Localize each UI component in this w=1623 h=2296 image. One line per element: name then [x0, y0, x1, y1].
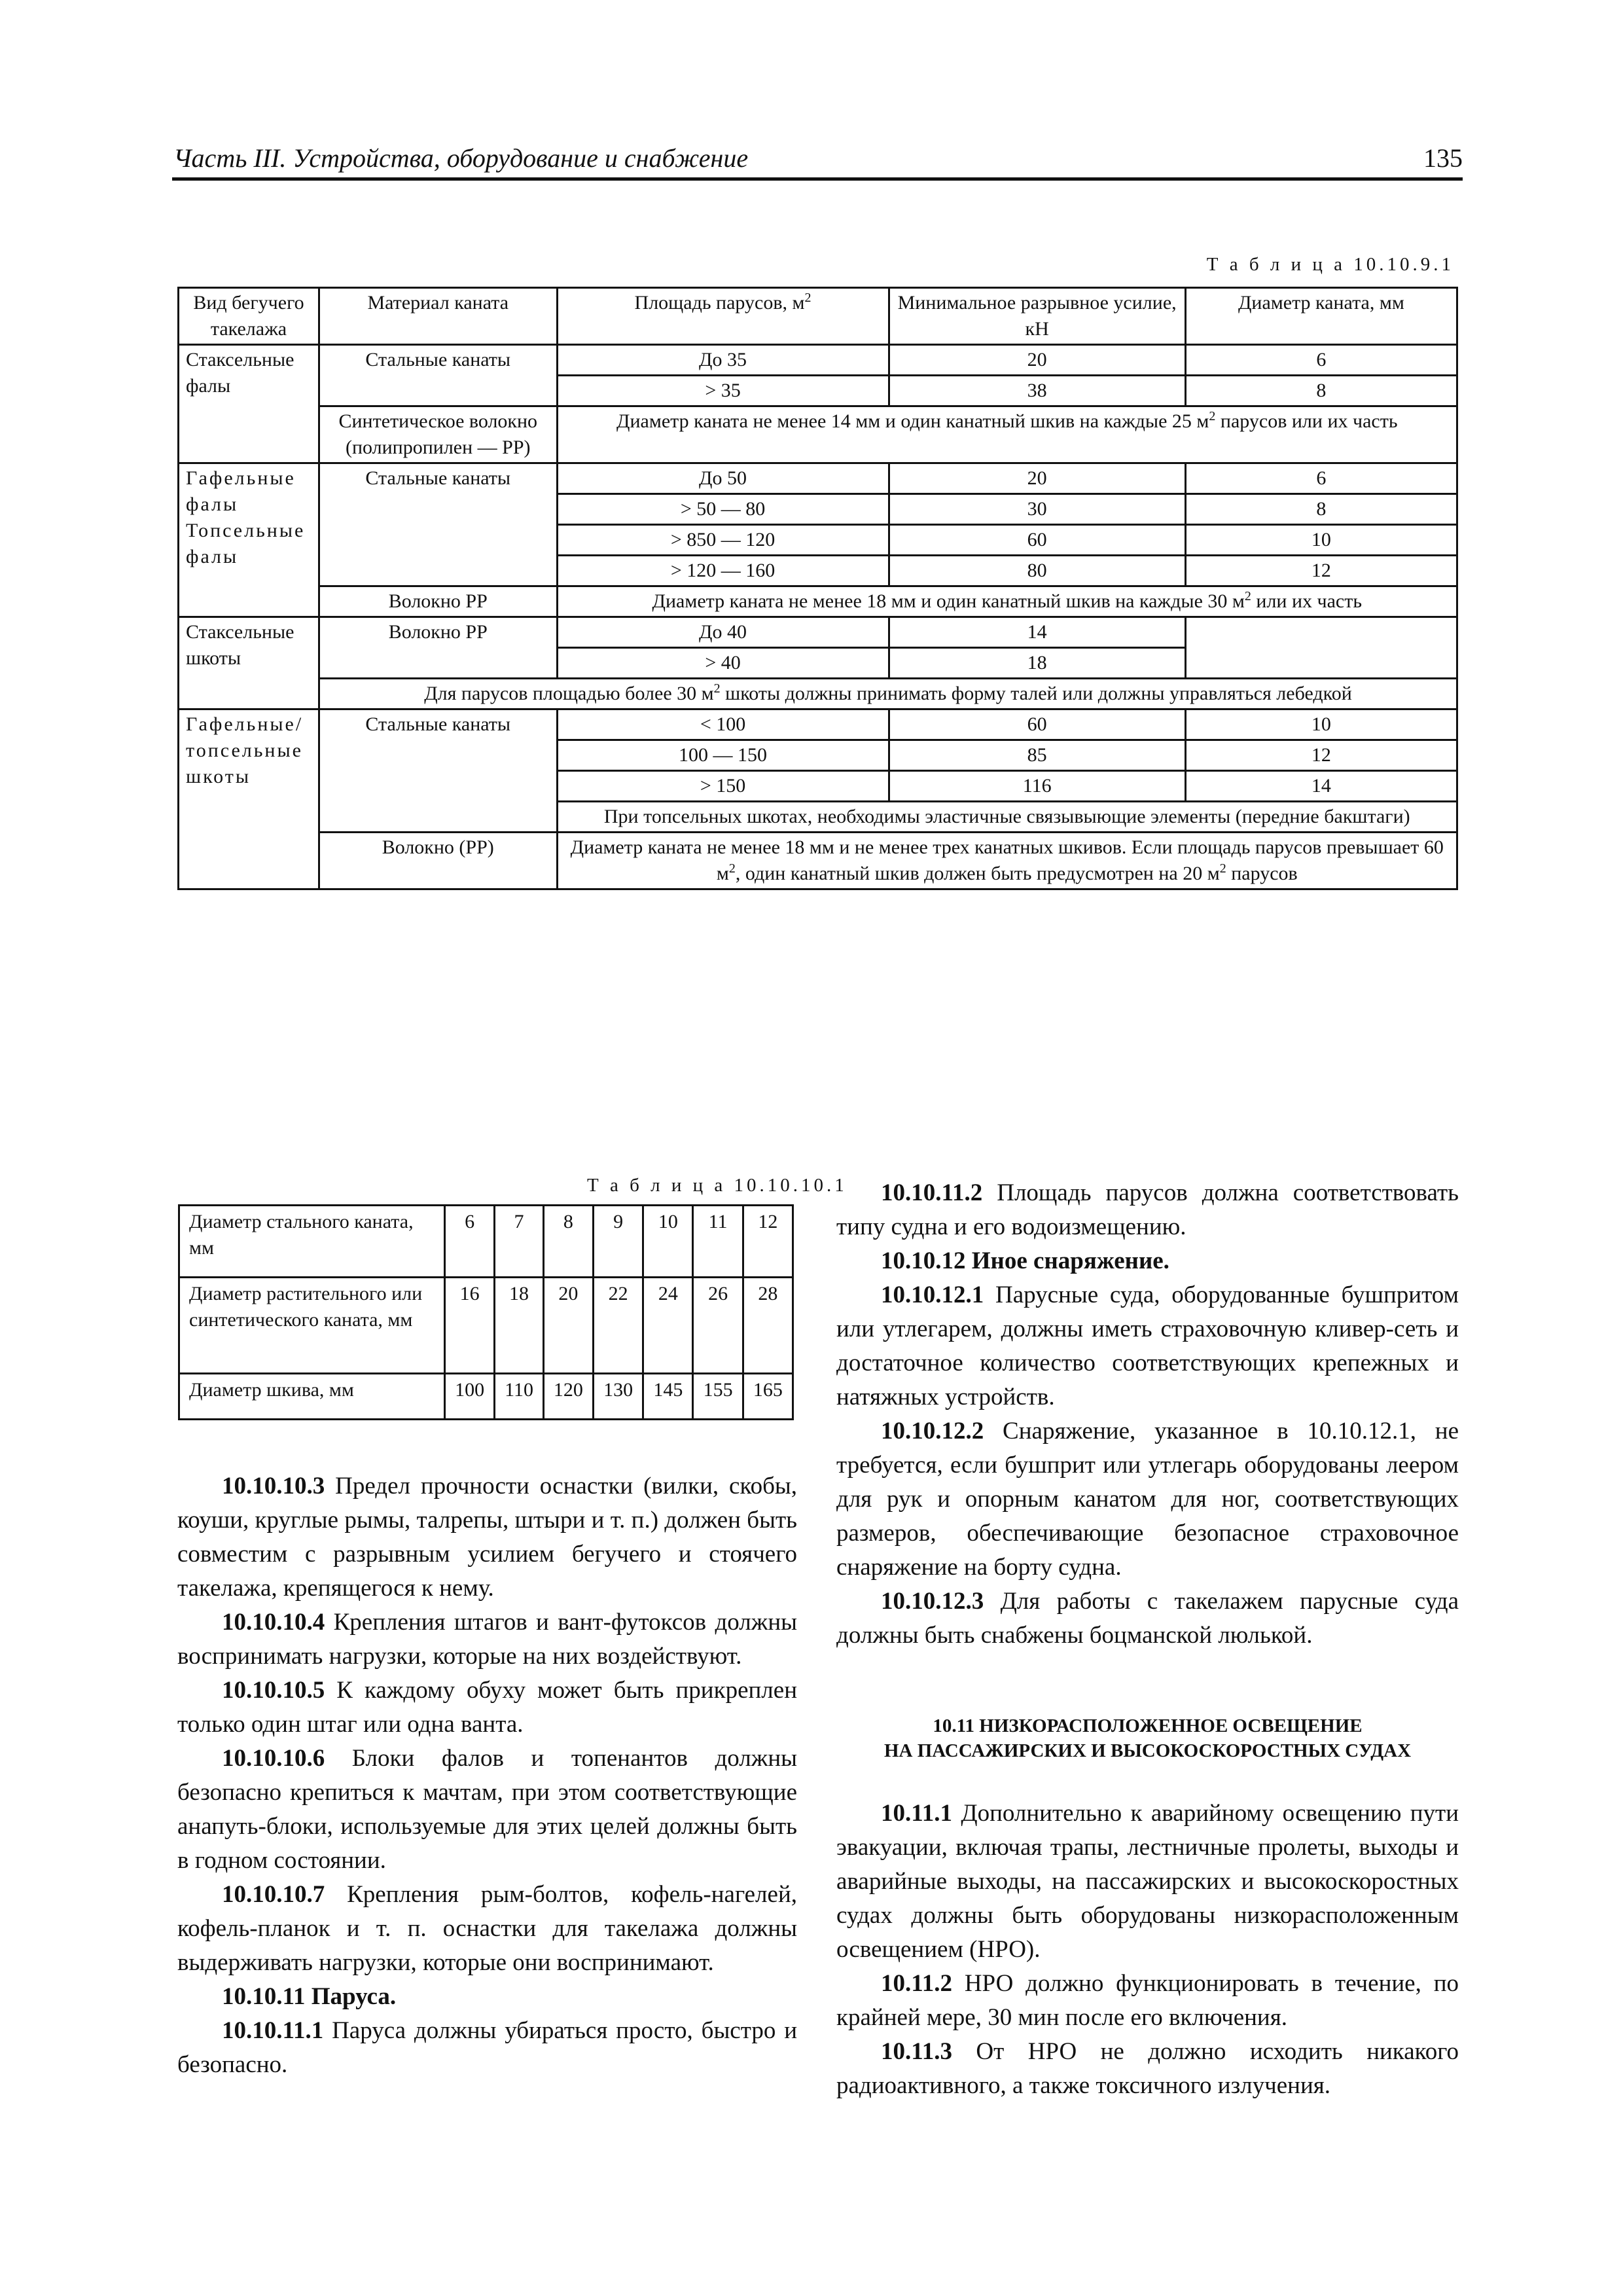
- material-synthetic: Синтетическое волокно (полипропилен — РР): [319, 406, 557, 463]
- cell-area: > 50 — 80: [557, 494, 889, 525]
- table-row: [179, 586, 1457, 617]
- cell-area: До 40: [557, 617, 889, 648]
- cell-force: 20: [889, 345, 1185, 376]
- cell-value: 10: [643, 1206, 693, 1278]
- table-row: [179, 345, 1457, 376]
- cell-value: 18: [495, 1278, 544, 1374]
- paragraph: 10.11.2 НРО должно функционировать в течение, по крайней мере, 30 мин после его включения.: [836, 1970, 1459, 2031]
- cell-value: 110: [495, 1374, 544, 1420]
- note-steel-elastic: При топсельных шкотах, необходимы эластичные связывыющие элементы (передние бакштаги): [557, 802, 1457, 833]
- header-min-breaking-force: Минимальное разрывное усилие, кН: [889, 288, 1185, 345]
- header-rope-material: Материал каната: [319, 288, 557, 345]
- note-pp-sheaves: Диаметр каната не менее 18 мм и не менее трех канатных шкивов. Если площадь парусов превышает 60 $м^2$, один канатный шкив должен быть предусмотрен на 20 $м^2$ парусов: [557, 833, 1457, 889]
- cell-diameter: 6: [1185, 463, 1457, 494]
- table-row: [179, 617, 1457, 648]
- table-row: [179, 1374, 793, 1420]
- material-pp: Волокно РР: [319, 617, 557, 679]
- note-staysail-sheets: Для парусов площадью более 30 $м^2$ шкоты должны принимать форму талей или должны управляться лебедкой: [319, 679, 1457, 709]
- cell-value: 9: [594, 1206, 643, 1278]
- cell-value: 165: [743, 1374, 793, 1420]
- subsection-heading: 10.10.12 Иное снаряжение.: [881, 1247, 1169, 1274]
- paragraph: 10.10.12.1 Парусные суда, оборудованные бушпритом или утлегарем, должны иметь страховочную кливер-сеть и достаточное количество соответствующих крепежных и натяжных устройств.: [836, 1282, 1459, 1410]
- cell-value: 20: [543, 1278, 593, 1374]
- row-label: Диаметр шкива, мм: [179, 1374, 445, 1420]
- table-row: [179, 406, 1457, 463]
- note-pp: Диаметр каната не менее 18 мм и один канатный шкив на каждые 30 $м^2$ или их часть: [557, 586, 1457, 617]
- paragraph: 10.10.11.1 Паруса должны убираться просто, быстро и безопасно.: [177, 2017, 797, 2078]
- table-row: [179, 679, 1457, 709]
- cell-diameter: 12: [1185, 556, 1457, 586]
- cell-force: 60: [889, 525, 1185, 556]
- header-rope-diameter: Диаметр каната, мм: [1185, 288, 1457, 345]
- cell-diameter: 14: [1185, 771, 1457, 802]
- row-label: Диаметр растительного или синтетического каната, мм: [179, 1278, 445, 1374]
- cell-value: 24: [643, 1278, 693, 1374]
- cell-force: 14: [889, 617, 1185, 648]
- cell-area: 100 — 150: [557, 740, 889, 771]
- header-rigging-type: Вид бегучего такелажа: [179, 288, 319, 345]
- table-row: [179, 463, 1457, 494]
- note-synthetic: Диаметр каната не менее 14 мм и один канатный шкив на каждые 25 $м^2$ парусов или их часть: [557, 406, 1457, 463]
- cell-force: 20: [889, 463, 1185, 494]
- row-label: Диаметр стального каната, мм: [179, 1206, 445, 1278]
- cell-value: 12: [743, 1206, 793, 1278]
- cell-area: < 100: [557, 709, 889, 740]
- cell-value: 7: [495, 1206, 544, 1278]
- table-10-10-9-1: [177, 287, 1458, 890]
- page-number: 135: [1423, 143, 1463, 173]
- paragraph: 10.10.12.2 Снаряжение, указанное в 10.10.12.1, не требуется, если бушприт или утлегарь оборудованы леером для рук и опорным канатом для ног, соответствующих размеров, обеспечивающие безопасное страховочное снаряжение на борту судна.: [836, 1418, 1459, 1581]
- cell-empty: [1185, 617, 1457, 679]
- group-label-staysail-halyards: Стаксельные фалы: [179, 345, 319, 463]
- material-pp: Волокно РР: [319, 586, 557, 617]
- paragraph: 10.10.10.6 Блоки фалов и топенантов должны безопасно крепиться к мачтам, при этом соответствующие анапуть-блоки, используемые для этих целей должны быть в годном состоянии.: [177, 1745, 797, 1874]
- cell-value: 26: [693, 1278, 743, 1374]
- cell-force: 30: [889, 494, 1185, 525]
- table-row: [179, 1278, 793, 1374]
- cell-diameter: 6: [1185, 345, 1457, 376]
- cell-area: > 150: [557, 771, 889, 802]
- cell-area: > 850 — 120: [557, 525, 889, 556]
- header-rule: [172, 177, 1463, 181]
- cell-diameter: 12: [1185, 740, 1457, 771]
- table-row: [179, 709, 1457, 740]
- right-column-bottom: [836, 1797, 1459, 2103]
- cell-value: 145: [643, 1374, 693, 1420]
- cell-force: 18: [889, 648, 1185, 679]
- material-steel: Стальные канаты: [319, 345, 557, 406]
- cell-force: 116: [889, 771, 1185, 802]
- right-column-top: [836, 1176, 1459, 1653]
- cell-value: 22: [594, 1278, 643, 1374]
- table2-caption: Т а б л и ц а 10.10.10.1: [587, 1175, 847, 1196]
- group-label-staysail-sheets: Стаксельные шкоты: [179, 617, 319, 709]
- cell-diameter: 8: [1185, 376, 1457, 406]
- section-heading-line: НА ПАССАЖИРСКИХ И ВЫСОКОСКОРОСТНЫХ СУДАХ: [883, 1740, 1412, 1761]
- header-sail-area: Площадь парусов, $м^2$: [557, 288, 889, 345]
- section-heading-line: 10.11 НИЗКОРАСПОЛОЖЕННОЕ ОСВЕЩЕНИЕ: [933, 1715, 1363, 1736]
- cell-area: До 50: [557, 463, 889, 494]
- left-column: [177, 1469, 797, 2082]
- paragraph: 10.10.10.3 Предел прочности оснастки (вилки, скобы, коуши, круглые рымы, талрепы, штыри и т. п.) должен быть совместим с разрывным усилием бегучего и стоячего такелажа, крепящегося к нему.: [177, 1473, 797, 1602]
- cell-value: 120: [543, 1374, 593, 1420]
- cell-force: 60: [889, 709, 1185, 740]
- paragraph: 10.10.10.4 Крепления штагов и вант-футоксов должны воспринимать нагрузки, которые на них воздействуют.: [177, 1609, 797, 1670]
- cell-force: 38: [889, 376, 1185, 406]
- table-row: [179, 833, 1457, 889]
- table-row: [179, 1206, 793, 1278]
- cell-value: 155: [693, 1374, 743, 1420]
- cell-value: 28: [743, 1278, 793, 1374]
- cell-area: > 35: [557, 376, 889, 406]
- material-steel: Стальные канаты: [319, 709, 557, 833]
- table1-header-row: [179, 288, 1457, 345]
- paragraph: 10.10.10.7 Крепления рым-болтов, кофель-нагелей, кофель-планок и т. п. оснастки для такелажа должны выдерживать нагрузки, которые они воспринимают.: [177, 1881, 797, 1976]
- cell-force: 80: [889, 556, 1185, 586]
- cell-value: 6: [445, 1206, 495, 1278]
- paragraph: 10.10.12.3 Для работы с такелажем парусные суда должны быть снабжены боцманской люлькой.: [836, 1588, 1459, 1649]
- group-label-gaff-halyards: Гафельные фалы Топсельные фалы: [179, 463, 319, 617]
- table-10-10-10-1: [178, 1204, 794, 1420]
- cell-area: > 120 — 160: [557, 556, 889, 586]
- section-heading-10-11: [836, 1713, 1459, 1763]
- subsection-heading: 10.10.11 Паруса.: [222, 1983, 397, 2010]
- cell-diameter: 10: [1185, 709, 1457, 740]
- cell-diameter: 10: [1185, 525, 1457, 556]
- paragraph: 10.10.10.5 К каждому обуху может быть прикреплен только один штаг или одна ванта.: [177, 1677, 797, 1738]
- material-steel: Стальные канаты: [319, 463, 557, 586]
- table1-caption: Т а б л и ц а 10.10.9.1: [1206, 254, 1454, 275]
- group-label-gaff-sheets: Гафельные/ топсельные шкоты: [179, 709, 319, 889]
- cell-value: 11: [693, 1206, 743, 1278]
- paragraph: 10.11.3 От НРО не должно исходить никакого радиоактивного, а также токсичного излучения.: [836, 2038, 1459, 2099]
- cell-value: 16: [445, 1278, 495, 1374]
- cell-area: > 40: [557, 648, 889, 679]
- paragraph: 10.10.11.2 Площадь парусов должна соответствовать типу судна и его водоизмещению.: [836, 1179, 1459, 1240]
- cell-value: 100: [445, 1374, 495, 1420]
- running-header-title: Часть III. Устройства, оборудование и снабжение: [173, 143, 749, 173]
- cell-diameter: 8: [1185, 494, 1457, 525]
- paragraph: 10.11.1 Дополнительно к аварийному освещению пути эвакуации, включая трапы, лестничные пролеты, выходы и аварийные выходы, на пассажирских и высокоскоростных судах должны быть оборудованы низкорасположенным освещением (НРО).: [836, 1800, 1459, 1963]
- cell-area: До 35: [557, 345, 889, 376]
- cell-value: 130: [594, 1374, 643, 1420]
- cell-value: 8: [543, 1206, 593, 1278]
- material-pp: Волокно (РР): [319, 833, 557, 889]
- cell-force: 85: [889, 740, 1185, 771]
